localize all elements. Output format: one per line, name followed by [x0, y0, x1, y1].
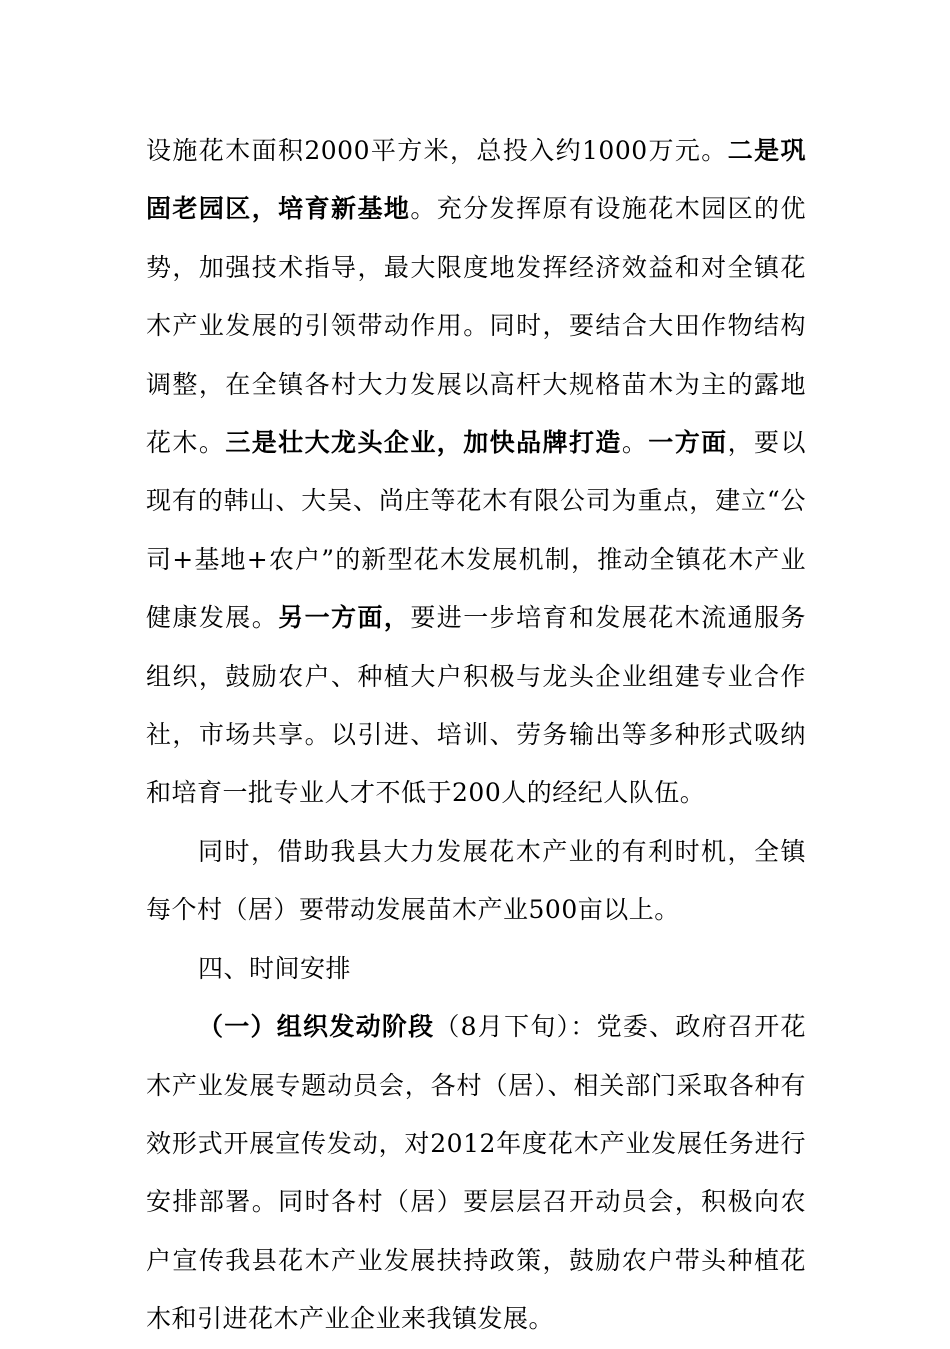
paragraph-continued — [146, 122, 806, 823]
bold-phrase-strengthen-enterprises: 三是壮大龙头企业，加快品牌打造 — [225, 428, 622, 458]
paragraph-text: 要进一步培育和发展花木流通服务组织，鼓励农户、种植大户积极与龙头企业组建专业合作社，市场共享。以引进、培训、劳务输出等多种形式吸纳和培育一批专业人才不低于200人的经纪人队伍。 — [146, 603, 806, 808]
paragraph-village-targets: 同时，借助我县大力发展花木产业的有利时机，全镇每个村（居）要带动发展苗木产业500亩以上。 — [146, 836, 806, 925]
paragraph-text: ，要以现有的韩山、大吴、尚庄等花木有限公司为重点，建立“公司+基地+农户”的新型花木发展机制，推动全镇花木产业健康发展。 — [146, 428, 806, 633]
bold-phrase-mobilization-stage: （一）组织发动阶段 — [198, 1012, 435, 1042]
bold-phrase-on-other-hand: 另一方面， — [278, 603, 411, 633]
paragraph-text: 。充分发挥原有设施花木园区的优势，加强技术指导，最大限度地发挥经济效益和对全镇花木产业发展的引领带动作用。同时，要结合大田作物结构调整，在全镇各村大力发展以高杆大规格苗木为主的露地花木。 — [146, 194, 806, 458]
paragraph-text: （8月下旬）：党委、政府召开花木产业发展专题动员会，各村（居）、相关部门采取各种有效形式开展宣传发动，对2012年度花木产业发展任务进行安排部署。同时各村（居）要层层召开动员会，积极向农户宣传我县花木产业发展扶持政策，鼓励农户带头种植花木和引进花木产业企业来我镇发展。 — [146, 1012, 806, 1334]
paragraph-mobilization-stage — [146, 998, 806, 1348]
paragraph-text: 设施花木面积2000平方米，总投入约1000万元。 — [146, 136, 728, 165]
document-page — [146, 122, 806, 1349]
paragraph-text: 。 — [621, 428, 649, 458]
bold-phrase-consolidate-parks: 二是巩固老园区，培育新基地 — [146, 136, 806, 224]
section-heading: 四、时间安排 — [198, 953, 352, 983]
bold-phrase-on-one-hand: 一方面 — [648, 428, 728, 458]
